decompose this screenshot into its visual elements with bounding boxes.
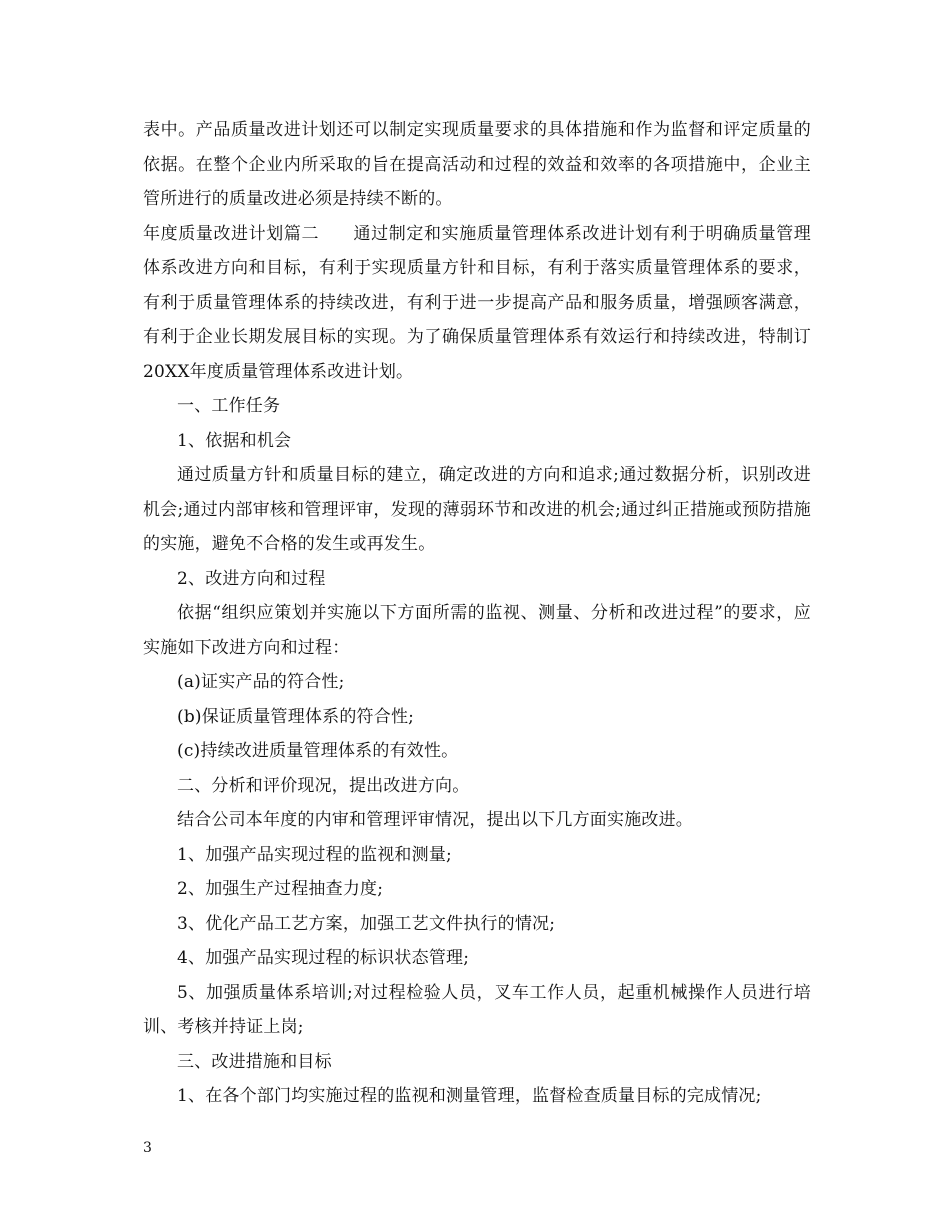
list-item-a: (a)证实产品的符合性; (177, 672, 345, 692)
measure-item-1: 1、在各个部门均实施过程的监视和测量管理，监督检查质量目标的完成情况; (177, 1086, 762, 1106)
heading-analysis: 二、分析和评价现况，提出改进方向。 (177, 775, 470, 796)
list-item-4: 4、加强产品实现过程的标识状态管理; (177, 948, 470, 968)
paragraph-section-two (143, 217, 811, 390)
list-item-c: (c)持续改进质量管理体系的有效性。 (177, 741, 459, 761)
list-item-2: 2、加强生产过程抽查力度; (177, 879, 384, 899)
list-item-1: 1、加强产品实现过程的监视和测量; (177, 844, 452, 865)
heading-measures: 三、改进措施和目标 (177, 1051, 332, 1072)
list-item-5: 5、加强质量体系培训;对过程检验人员，叉车工作人员，起重机械操作人员进行培训、考核并持证上岗; (143, 982, 811, 1037)
list-item-b: (b)保证质量管理体系的符合性; (177, 706, 415, 727)
subheading-basis: 1、依据和机会 (177, 430, 292, 451)
document-body (143, 113, 811, 1114)
paragraph-basis: 通过质量方针和质量目标的建立，确定改进的方向和追求;通过数据分析，识别改进机会;通过内部审核和管理评审，发现的薄弱环节和改进的机会;通过纠正措施或预防措施的实施，避免不合格的发生或再发生。 (143, 465, 811, 554)
subheading-direction: 2、改进方向和过程 (177, 568, 326, 589)
paragraph-direction: 依据“组织应策划并实施以下方面所需的监视、测量、分析和改进过程”的要求，应实施如下改进方向和过程： (143, 603, 811, 658)
list-item-3: 3、优化产品工艺方案，加强工艺文件执行的情况; (177, 913, 556, 934)
section-heading: 年度质量改进计划篇二 (143, 223, 320, 244)
heading-work-tasks: 一、工作任务 (177, 396, 281, 416)
section-two-text: 通过制定和实施质量管理体系改进计划有利于明确质量管理体系改进方向和目标，有利于实现质量方针和目标，有利于落实质量管理体系的要求，有利于质量管理体系的持续改进，有利于进一步提高产品和服务质量，增强顾客满意，有利于企业长期发展目标的实现。为了确保质量管理体系有效运行和持续改进，特制订20XX年度质量管理体系改进计划。 (143, 223, 812, 382)
page-number: 3 (143, 1140, 152, 1156)
paragraph-analysis: 结合公司本年度的内审和管理评审情况，提出以下几方面实施改进。 (177, 810, 693, 830)
paragraph-intro: 表中。产品质量改进计划还可以制定实现质量要求的具体措施和作为监督和评定质量的依据。在整个企业内所采取的旨在提高活动和过程的效益和效率的各项措施中，企业主管所进行的质量改进必须是持续不断的。 (143, 120, 811, 209)
